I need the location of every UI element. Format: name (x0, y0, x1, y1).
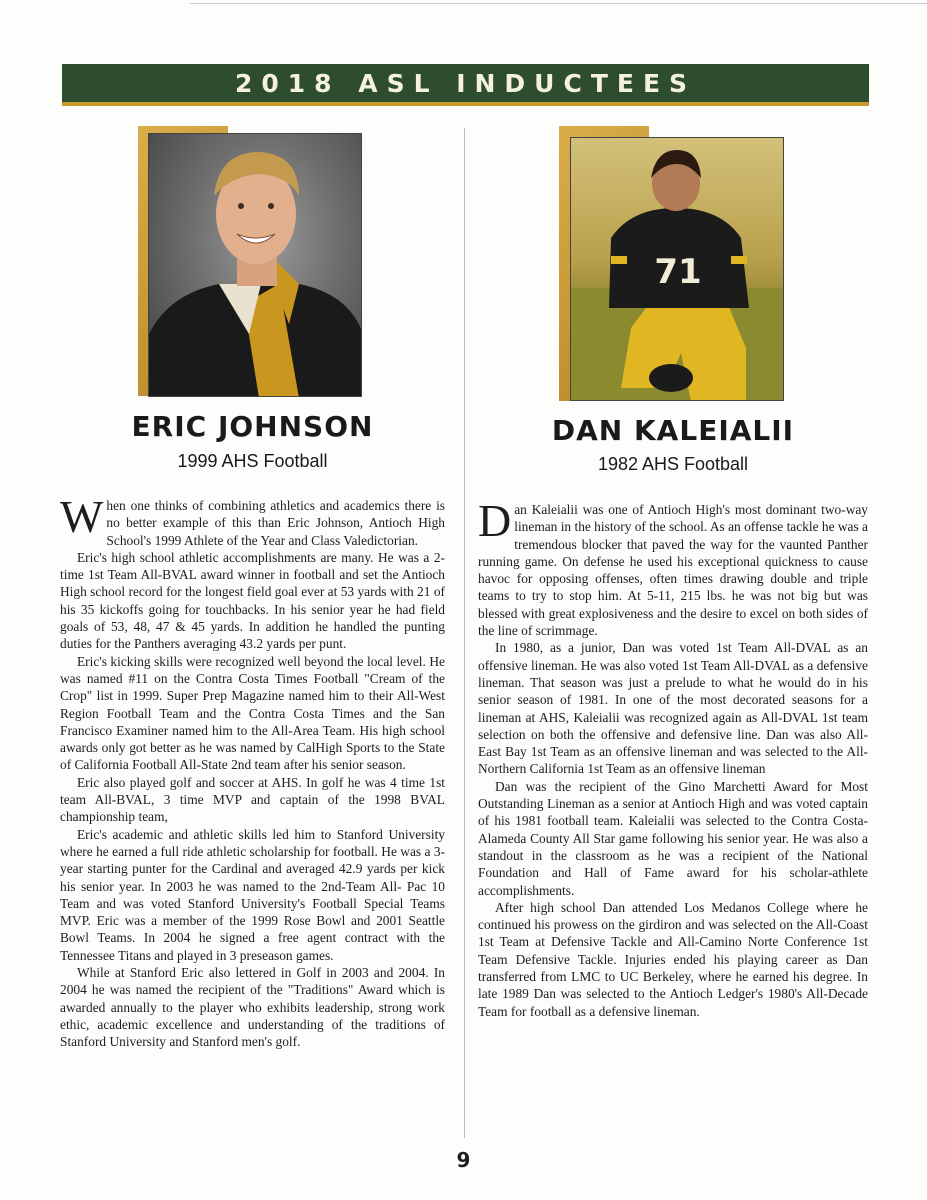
eric-johnson-photo (148, 133, 362, 397)
bio-paragraph: After high school Dan attended Los Medanos College where he continued his prowess on the girdiron and was selected on the All-Coast 1st Team at Defensive Tackle and All-Camino Norte Conference 1st Team Defensive Tackle. Injuries ended his playing career as Dan transferred from LMC to UC Berkeley, where he earned his degree. In late 1989 Dan was selected to the Antioch Ledger's 1980's All-Decade Team for football as a defensive lineman. (478, 899, 868, 1019)
bio-paragraph (60, 491, 445, 549)
bio-paragraph-text: hen one thinks of combining athletics and academics there is no better example of this than Eric Johnson, Antioch High School's 1999 Athlete of the Year and Class Valedictorian. (106, 498, 445, 548)
column-divider (464, 128, 465, 1138)
bio-paragraph: Eric's academic and athletic skills led him to Stanford University where he earned a full ride athletic scholarship for football. He was a 3-year starting punter for the Cardinal and averaged 42.9 yards per kick his senior year. In 2003 he was named to the 2nd-Team All- Pac 10 Team and was voted Stanford University's Football Special Teams MVP. Eric was a member of the 1999 Rose Bowl and 2001 Seattle Bowl Teams. In 2004 he signed a free agent contract with the Tennessee Titans and played in 3 preseason games. (60, 826, 445, 963)
bio-paragraph: Dan was the recipient of the Gino Marchetti Award for Most Outstanding Lineman as a senior at Antioch High and was voted captain of his 1981 football team. Kaleialii was selected to the Contra Costa-Alameda County All Star game following his senior year. He was also a standout in the classroom as he was a recipient of the National Foundation and Hall of Fame award for his scholar-athlete accomplishments. (478, 778, 868, 898)
inductee-name-right: DAN KALEIALII (551, 414, 795, 447)
dropcap-left: W (60, 491, 104, 542)
jersey-number: 71 (654, 252, 702, 292)
inductee-subtitle-right: 1982 AHS Football (597, 454, 749, 474)
page-number: 9 (456, 1148, 471, 1172)
top-rule (190, 3, 927, 4)
bio-paragraph: In 1980, as a junior, Dan was voted 1st Team All-DVAL as an offensive lineman. He was also voted 1st Team All-DVAL as a defensive lineman. That season was just a prelude to what he would do in his senior season of 1981. In one of the most decorated seasons for a lineman at AHS, Kaleialii was recognized again as All-DVAL 1st team selection on both the offensive and defensive line. Dan was also All-East Bay 1st Team as an offensive lineman and was selected to the All-Northern California 1st Team as an offensive lineman (478, 640, 868, 777)
bio-paragraph: Eric's kicking skills were recognized well beyond the local level. He was named #11 on the Contra Costa Times Football "Cream of the Crop" list in 1999. Super Prep Magazine named him to their All-West Region Football Team and the Contra Costa Times and the San Francisco Examiner named him to the All-Area Team. His high school awards only got better as he was named by CalHigh Sports to the State of California Football All-State 2nd team after his senior season. (60, 653, 445, 773)
inductee-name-left: ERIC JOHNSON (131, 410, 374, 443)
dan-kaleialii-portrait (571, 138, 784, 401)
dropcap-right: D (478, 495, 512, 546)
bio-paragraph: Eric also played golf and soccer at AHS. In golf he was 4 time 1st team All-BVAL, 3 time MVP and captain of the 1998 BVAL championship team, (60, 774, 445, 825)
right-bio-column (478, 495, 869, 1020)
bio-paragraph-text: an Kaleialii was one of Antioch High's most dominant two-way lineman in the history of the school. As an offense tackle he was a tremendous blocker that paved the way for the vaunted Panther running game. On defense he used his exceptional quickness to cause havoc for opposing offenses, often times drawing double and triple teams to try to stop him. At 5-11, 215 lbs. he was not big but was blessed with great explosiveness and the desire to excel on both sides of the line of scrimmage. (478, 502, 869, 639)
bio-paragraph (478, 495, 869, 639)
dan-kaleialii-photo (570, 137, 784, 401)
left-bio-column (60, 491, 445, 1051)
bio-paragraph: While at Stanford Eric also lettered in Golf in 2003 and 2004. In 2004 he was named the recipient of the "Traditions" Award which is awarded annually to the player who exhibits leadership, strong work ethic, academic excellence and understanding of the traditions of Stanford University and Stanford men's golf. (60, 965, 445, 1050)
eric-johnson-portrait (149, 134, 362, 397)
banner-title: 2018 ASL INDUCTEES (234, 68, 697, 98)
bio-paragraph: Eric's high school athletic accomplishments are many. He was a 2-time 1st Team All-BVAL award winner in football and set the Antioch High school record for the longest field goal ever at 53 yards with 21 of his 35 kickoffs going for touchbacks. In his senior year he had field goals of 53, 48, 47 & 45 yards. In addition he handled the punting duties for the Panthers averaging 43.2 yards per punt. (60, 549, 445, 652)
header-banner (62, 64, 869, 106)
inductee-subtitle-left: 1999 AHS Football (177, 451, 328, 471)
